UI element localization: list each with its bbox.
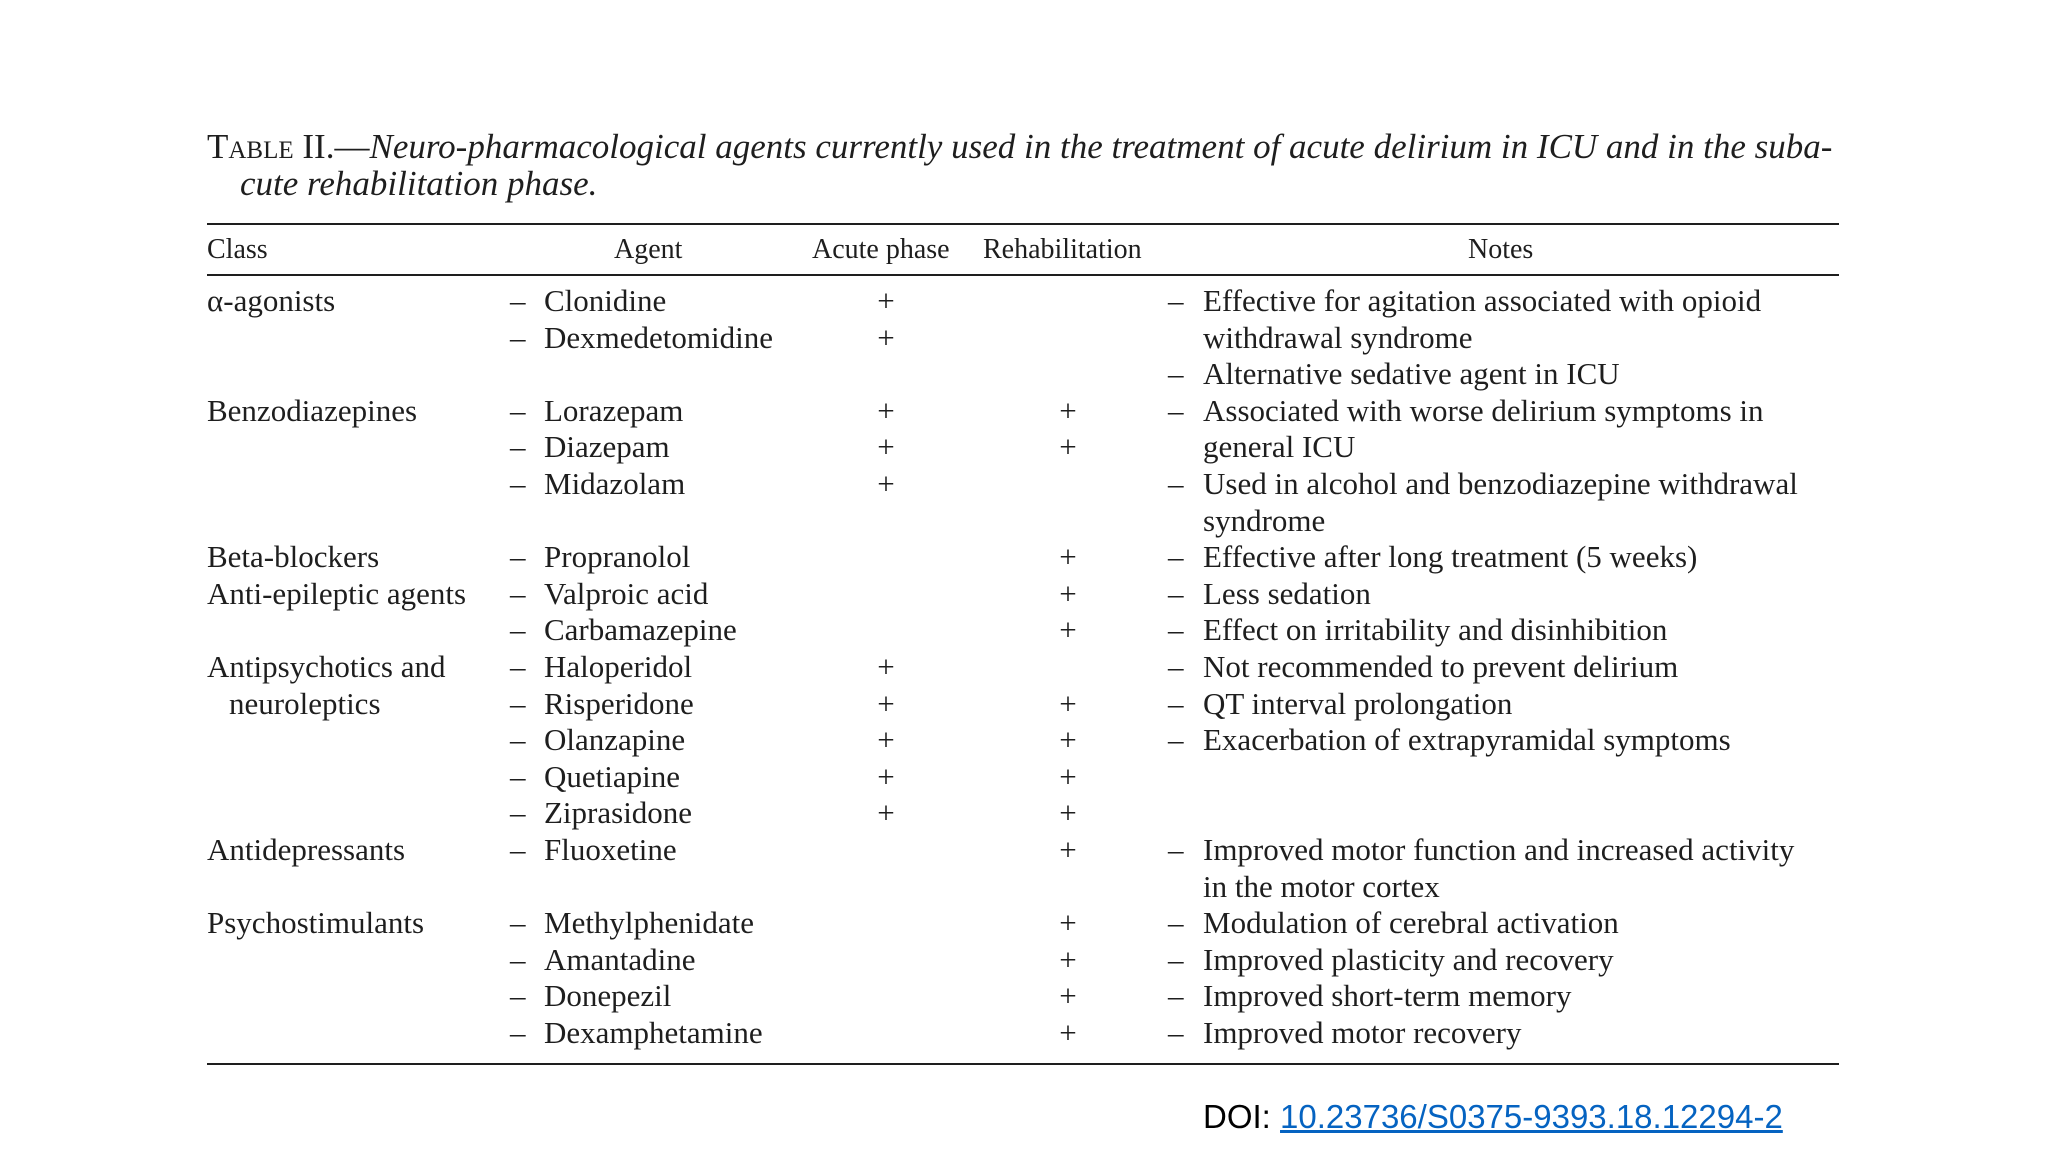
acute-phase-mark: + <box>877 393 895 428</box>
acute-phase-mark: + <box>877 722 895 757</box>
note-text: general ICU <box>1203 429 1356 464</box>
note-dash: – <box>1168 905 1184 940</box>
note-text: syndrome <box>1203 503 1326 538</box>
note-dash: – <box>1168 576 1184 611</box>
agent-dash: – <box>510 612 526 647</box>
rehabilitation-mark: + <box>1059 795 1077 830</box>
doi-link[interactable]: 10.23736/S0375-9393.18.12294-2 <box>1280 1098 1783 1135</box>
note-text: Improved motor function and increased activity <box>1203 832 1795 867</box>
rehabilitation-mark: + <box>1059 539 1077 574</box>
agent-dash: – <box>510 576 526 611</box>
rehabilitation-mark: + <box>1059 393 1077 428</box>
acute-phase-mark: + <box>877 649 895 684</box>
agent-name: Lorazepam <box>544 393 684 428</box>
note-dash: – <box>1168 356 1184 391</box>
agent-name: Diazepam <box>544 429 670 464</box>
agent-dash: – <box>510 686 526 721</box>
agent-name: Carbamazepine <box>544 612 737 647</box>
agent-name: Amantadine <box>544 942 696 977</box>
agent-name: Haloperidol <box>544 649 693 684</box>
note-text: Alternative sedative agent in ICU <box>1203 356 1620 391</box>
doi-reference <box>1203 1097 1783 1137</box>
rehabilitation-mark: + <box>1059 576 1077 611</box>
header-acute-phase: Acute phase <box>812 234 950 265</box>
class-label: Benzodiazepines <box>207 393 418 428</box>
agent-dash: – <box>510 795 526 830</box>
agent-dash: – <box>510 320 526 355</box>
table-label: Table II. <box>207 127 335 166</box>
agent-name: Valproic acid <box>544 576 709 611</box>
agent-dash: – <box>510 978 526 1013</box>
note-text: Associated with worse delirium symptoms in <box>1203 393 1764 428</box>
agent-name: Midazolam <box>544 466 686 501</box>
rehabilitation-mark: + <box>1059 978 1077 1013</box>
header-class: Class <box>207 234 268 265</box>
caption-title-line2: cute rehabilitation phase. <box>240 164 598 203</box>
acute-phase-mark: + <box>877 283 895 318</box>
bottom-rule <box>207 1063 1839 1065</box>
note-text: Less sedation <box>1203 576 1371 611</box>
note-text: Exacerbation of extrapyramidal symptoms <box>1203 722 1731 757</box>
rehabilitation-mark: + <box>1059 722 1077 757</box>
agent-dash: – <box>510 759 526 794</box>
agent-dash: – <box>510 283 526 318</box>
note-text: withdrawal syndrome <box>1203 320 1473 355</box>
note-text: in the motor cortex <box>1203 869 1440 904</box>
note-dash: – <box>1168 539 1184 574</box>
agent-dash: – <box>510 905 526 940</box>
note-dash: – <box>1168 686 1184 721</box>
agent-name: Risperidone <box>544 686 694 721</box>
header-rule <box>207 274 1839 276</box>
agent-name: Donepezil <box>544 978 672 1013</box>
agent-name: Olanzapine <box>544 722 686 757</box>
note-dash: – <box>1168 722 1184 757</box>
note-text: Effect on irritability and disinhibition <box>1203 612 1668 647</box>
rehabilitation-mark: + <box>1059 686 1077 721</box>
doi-label: DOI: <box>1203 1098 1281 1135</box>
top-rule <box>207 223 1839 225</box>
header-rehabilitation: Rehabilitation <box>983 234 1142 265</box>
agent-name: Clonidine <box>544 283 667 318</box>
note-text: Improved motor recovery <box>1203 1015 1522 1050</box>
class-label: Antidepressants <box>207 832 406 867</box>
agent-dash: – <box>510 1015 526 1050</box>
acute-phase-mark: + <box>877 320 895 355</box>
class-label: Anti-epileptic agents <box>207 576 467 611</box>
rehabilitation-mark: + <box>1059 832 1077 867</box>
agent-name: Quetiapine <box>544 759 681 794</box>
agent-name: Propranolol <box>544 539 691 574</box>
acute-phase-mark: + <box>877 466 895 501</box>
table-caption <box>207 128 1847 202</box>
rehabilitation-mark: + <box>1059 759 1077 794</box>
note-dash: – <box>1168 649 1184 684</box>
note-dash: – <box>1168 978 1184 1013</box>
note-text: Not recommended to prevent delirium <box>1203 649 1679 684</box>
note-text: Effective for agitation associated with opioid <box>1203 283 1762 318</box>
note-dash: – <box>1168 283 1184 318</box>
class-label: Beta-blockers <box>207 539 380 574</box>
rehabilitation-mark: + <box>1059 612 1077 647</box>
rehabilitation-mark: + <box>1059 905 1077 940</box>
note-text: QT interval prolongation <box>1203 686 1513 721</box>
rehabilitation-mark: + <box>1059 942 1077 977</box>
note-text: Modulation of cerebral activation <box>1203 905 1619 940</box>
rehabilitation-mark: + <box>1059 429 1077 464</box>
class-label: α-agonists <box>207 283 336 318</box>
class-label: neuroleptics <box>229 686 381 721</box>
rehabilitation-mark: + <box>1059 1015 1077 1050</box>
note-text: Effective after long treatment (5 weeks) <box>1203 539 1698 574</box>
agent-dash: – <box>510 942 526 977</box>
note-dash: – <box>1168 466 1184 501</box>
caption-dash: — <box>334 127 370 166</box>
acute-phase-mark: + <box>877 686 895 721</box>
note-dash: – <box>1168 832 1184 867</box>
acute-phase-mark: + <box>877 795 895 830</box>
note-text: Used in alcohol and benzodiazepine withdrawal <box>1203 466 1798 501</box>
note-dash: – <box>1168 393 1184 428</box>
agent-dash: – <box>510 393 526 428</box>
caption-title-line1: Neuro-pharmacological agents currently used in the treatment of acute delirium in ICU and in the suba- <box>369 127 1833 166</box>
agent-name: Methylphenidate <box>544 905 755 940</box>
agent-name: Ziprasidone <box>544 795 693 830</box>
header-notes: Notes <box>1468 234 1534 265</box>
note-dash: – <box>1168 612 1184 647</box>
header-agent: Agent <box>614 234 683 265</box>
agent-dash: – <box>510 722 526 757</box>
agent-dash: – <box>510 539 526 574</box>
agent-name: Dexmedetomidine <box>544 320 773 355</box>
agent-name: Dexamphetamine <box>544 1015 763 1050</box>
note-text: Improved short-term memory <box>1203 978 1572 1013</box>
class-label: Psychostimulants <box>207 905 425 940</box>
agent-dash: – <box>510 429 526 464</box>
agent-dash: – <box>510 832 526 867</box>
note-dash: – <box>1168 942 1184 977</box>
agent-dash: – <box>510 649 526 684</box>
class-label: Antipsychotics and <box>207 649 446 684</box>
acute-phase-mark: + <box>877 759 895 794</box>
agent-name: Fluoxetine <box>544 832 677 867</box>
agent-dash: – <box>510 466 526 501</box>
note-dash: – <box>1168 1015 1184 1050</box>
acute-phase-mark: + <box>877 429 895 464</box>
note-text: Improved plasticity and recovery <box>1203 942 1614 977</box>
